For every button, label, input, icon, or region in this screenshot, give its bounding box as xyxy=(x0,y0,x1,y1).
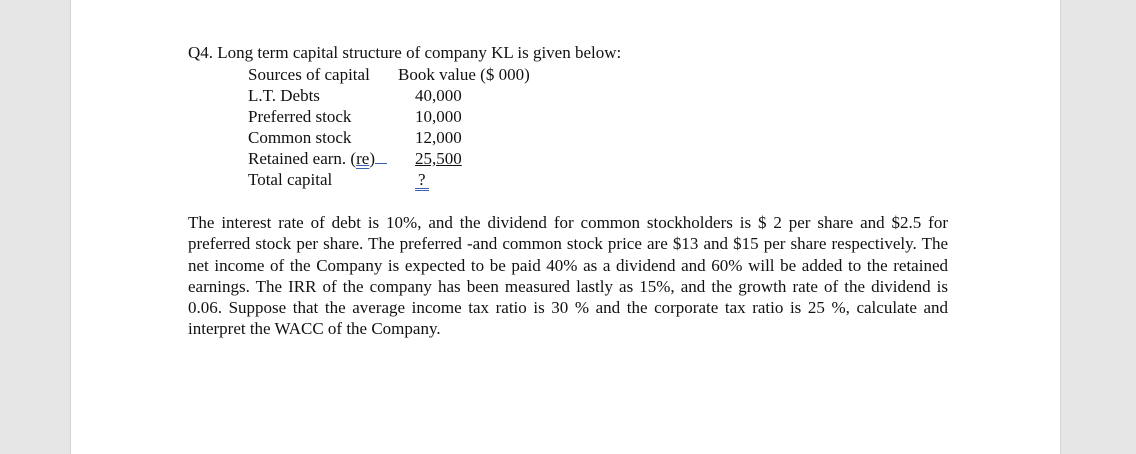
row-value: 12,000 xyxy=(415,128,462,147)
table-row xyxy=(248,106,575,127)
row-value xyxy=(398,148,575,169)
row-source: L.T. Debts xyxy=(248,86,320,105)
row-source-retained-earnings xyxy=(248,148,398,169)
row-source: Preferred stock xyxy=(248,107,352,126)
total-capital-unknown: ? xyxy=(415,172,429,191)
retained-prefix: Retained earn. ( xyxy=(248,149,357,168)
row-source: Total capital xyxy=(248,170,333,189)
header-sources-of-capital: Sources of capital xyxy=(248,65,370,84)
retained-suffix: ) xyxy=(369,149,375,168)
header-book-value: Book value ($ 000) xyxy=(398,65,530,84)
capital-structure-table xyxy=(248,64,575,191)
table-row xyxy=(248,85,575,106)
table-row xyxy=(248,169,575,191)
row-value xyxy=(398,169,575,191)
row-source: Common stock xyxy=(248,128,352,147)
table-row xyxy=(248,148,575,169)
document-body xyxy=(188,42,948,340)
spelling-marked-word: re xyxy=(356,149,370,168)
table-row xyxy=(248,127,575,148)
retained-earnings-value: 25,500 xyxy=(415,149,462,168)
question-paragraph: The interest rate of debt is 10%, and the dividend for common stockholders is $ 2 per share and $2.5 for preferred stock per share. The preferred -and common stock price are $13 and $15 per share respectively. The net income of the Company is expected to be paid 40% as a dividend and 60% will be added to the retained earnings. The IRR of the company has been measured lastly as 15%, and the growth rate of the dividend is 0.06. Suppose that the average income tax ratio is 30 % and the corporate tax ratio is 25 %, calculate and interpret the WACC of the Company. xyxy=(188,213,948,339)
question-title: Q4. Long term capital structure of company KL is given below: xyxy=(188,43,622,62)
table-header-row xyxy=(248,64,575,85)
row-value: 40,000 xyxy=(415,86,462,105)
tab-leader-line xyxy=(375,151,387,164)
document-page xyxy=(70,0,1061,454)
row-value: 10,000 xyxy=(415,107,462,126)
